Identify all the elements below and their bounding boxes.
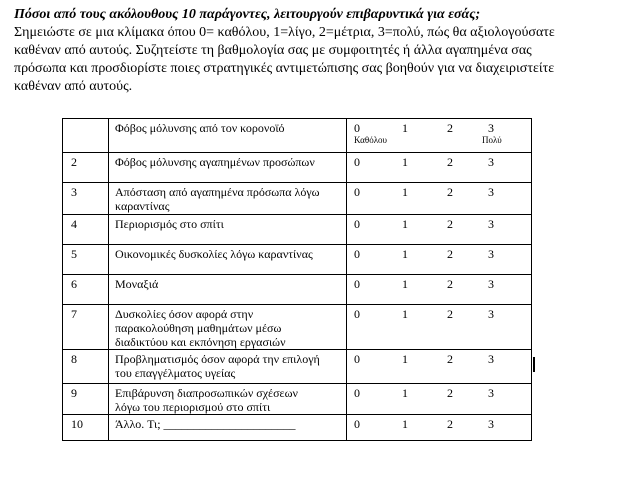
factor-number-cell — [63, 183, 109, 215]
rating-scale[interactable] — [347, 386, 531, 400]
factor-label-cell — [109, 305, 347, 350]
rating-option-0[interactable]: 0 — [354, 247, 360, 261]
rating-scale-cell[interactable] — [347, 305, 532, 350]
factor-label-line: λόγω του περιορισμού στο σπίτι — [115, 400, 271, 414]
factor-number: 10 — [71, 417, 83, 431]
factor-number: 2 — [71, 155, 77, 169]
factor-label-cell — [109, 183, 347, 215]
factor-number-cell — [63, 415, 109, 441]
factor-row — [63, 153, 532, 183]
factor-number-cell — [63, 119, 109, 153]
factor-label-line: Μοναξιά — [115, 277, 159, 291]
factor-row — [63, 183, 532, 215]
rating-option-0[interactable]: 0 — [354, 352, 360, 366]
rating-table — [62, 118, 532, 441]
rating-option-2[interactable]: 2 — [447, 417, 453, 431]
factor-label-cell — [109, 215, 347, 245]
factor-label-line: Άλλο. Τι; ______________________ — [115, 417, 296, 431]
rating-option-3[interactable]: 3 — [488, 155, 494, 169]
rating-scale[interactable] — [347, 417, 531, 431]
factor-label-cell — [109, 119, 347, 153]
factor-number-cell — [63, 384, 109, 415]
rating-scale-cell[interactable] — [347, 384, 532, 415]
rating-scale-cell[interactable] — [347, 183, 532, 215]
rating-option-3[interactable]: 3 — [488, 386, 494, 400]
rating-option-1[interactable]: 1 — [402, 307, 408, 321]
factor-number: 3 — [71, 185, 77, 199]
factor-label-line: του επαγγέλματος υγείας — [115, 366, 236, 380]
factor-number-cell — [63, 245, 109, 275]
factor-label-line: Περιορισμός στο σπίτι — [115, 217, 224, 231]
rating-scale-cell[interactable] — [347, 350, 532, 384]
factor-label-cell — [109, 275, 347, 305]
factor-number-cell — [63, 305, 109, 350]
question-heading — [14, 6, 614, 24]
factor-number-cell — [63, 215, 109, 245]
factor-label-line: Προβληματισμός όσον αφορά την επιλογή — [115, 352, 320, 366]
factor-label-line: Επιβάρυνση διαπροσωπικών σχέσεων — [115, 386, 298, 400]
factor-number: 8 — [71, 352, 77, 366]
rating-option-2[interactable]: 2 — [447, 307, 453, 321]
factor-label-line: Δυσκολίες όσον αφορά στην — [115, 307, 254, 321]
factor-label-line: καραντίνας — [115, 199, 170, 213]
rating-option-1[interactable]: 1 — [402, 185, 408, 199]
rating-option-2[interactable]: 2 — [447, 217, 453, 231]
rating-option-2[interactable]: 2 — [447, 386, 453, 400]
rating-scale[interactable] — [347, 121, 531, 135]
rating-option-0[interactable]: 0 — [354, 386, 360, 400]
rating-scale-cell[interactable] — [347, 245, 532, 275]
factor-number: 9 — [71, 386, 77, 400]
rating-scale[interactable] — [347, 155, 531, 169]
rating-option-3[interactable]: 3 — [488, 307, 494, 321]
rating-scale-cell[interactable] — [347, 275, 532, 305]
factor-row — [63, 245, 532, 275]
rating-scale-cell[interactable] — [347, 215, 532, 245]
factor-number: 7 — [71, 307, 77, 321]
factor-label-cell — [109, 415, 347, 441]
factor-label-line: παρακολούθηση μαθημάτων μέσω — [115, 321, 282, 335]
rating-option-1[interactable]: 1 — [402, 247, 408, 261]
factor-row — [63, 350, 532, 384]
instruction-line: καθέναν από αυτούς. — [14, 79, 133, 94]
instruction-line: καθέναν από αυτούς. Συζητείστε τη βαθμολογία σας με συμφοιτητές ή άλλα αγαπημένα σας — [14, 43, 532, 58]
rating-scale[interactable] — [347, 352, 531, 366]
rating-option-3[interactable]: 3 — [488, 217, 494, 231]
factor-label-line: Φόβος μόλυνσης αγαπημένων προσώπων — [115, 155, 315, 169]
factor-number: 4 — [71, 217, 77, 231]
scale-low-anchor: Καθόλου — [354, 135, 388, 145]
rating-option-2[interactable]: 2 — [447, 185, 453, 199]
rating-option-3[interactable]: 3 — [488, 417, 494, 431]
rating-option-0[interactable]: 0 — [354, 217, 360, 231]
rating-scale[interactable] — [347, 247, 531, 261]
factor-row — [63, 415, 532, 441]
rating-option-3[interactable]: 3 — [488, 277, 494, 291]
rating-scale[interactable] — [347, 307, 531, 321]
factor-label-line: Απόσταση από αγαπημένα πρόσωπα λόγω — [115, 185, 320, 199]
question-heading-text: Πόσοι από τους ακόλουθους 10 παράγοντες, λειτουργούν επιβαρυντικά για εσάς; — [14, 7, 481, 22]
rating-option-0[interactable]: 0 — [354, 155, 360, 169]
instruction-line: πρόσωπα και προσδιορίστε ποιες στρατηγικές αντιμετώπισης σας βοηθούν για να διαχειριστείτε — [14, 61, 555, 76]
scale-anchors — [347, 135, 531, 146]
factor-number: 6 — [71, 277, 77, 291]
rating-option-0[interactable]: 0 — [354, 121, 360, 135]
rating-scale[interactable] — [347, 217, 531, 231]
rating-option-0[interactable]: 0 — [354, 307, 360, 321]
rating-option-0[interactable]: 0 — [354, 185, 360, 199]
factor-number — [71, 119, 108, 121]
factor-label-cell — [109, 245, 347, 275]
rating-scale-cell[interactable] — [347, 415, 532, 441]
rating-option-1[interactable]: 1 — [402, 386, 408, 400]
scale-high-anchor: Πολύ — [482, 135, 502, 145]
factor-number: 5 — [71, 247, 77, 261]
rating-scale[interactable] — [347, 277, 531, 291]
factor-number-cell — [63, 275, 109, 305]
rating-option-2[interactable]: 2 — [447, 277, 453, 291]
factor-label-cell — [109, 384, 347, 415]
factor-row — [63, 305, 532, 350]
rating-option-3[interactable]: 3 — [488, 185, 494, 199]
rating-scale[interactable] — [347, 185, 531, 199]
rating-option-2[interactable]: 2 — [447, 247, 453, 261]
rating-option-1[interactable]: 1 — [402, 417, 408, 431]
rating-option-1[interactable]: 1 — [402, 277, 408, 291]
rating-option-1[interactable]: 1 — [402, 352, 408, 366]
factor-number-cell — [63, 153, 109, 183]
rating-option-1[interactable]: 1 — [402, 217, 408, 231]
rating-option-0[interactable]: 0 — [354, 277, 360, 291]
factor-label-line: διαδικτύου και εκπόνηση εργασιών — [115, 335, 286, 349]
rating-scale-cell[interactable] — [347, 119, 532, 153]
factor-row — [63, 119, 532, 153]
rating-option-3[interactable]: 3 — [488, 121, 494, 135]
rating-option-3[interactable]: 3 — [488, 352, 494, 366]
rating-scale-cell[interactable] — [347, 153, 532, 183]
instruction-line: Σημειώστε σε μια κλίμακα όπου 0= καθόλου, 1=λίγο, 2=μέτρια, 3=πολύ, πώς θα αξιολογούσατε — [14, 25, 555, 40]
factor-row — [63, 384, 532, 415]
rating-option-2[interactable]: 2 — [447, 155, 453, 169]
rating-option-1[interactable]: 1 — [402, 121, 408, 135]
rating-option-0[interactable]: 0 — [354, 417, 360, 431]
factor-row — [63, 215, 532, 245]
factor-label-cell — [109, 350, 347, 384]
instructions-block — [14, 6, 614, 96]
factor-row — [63, 275, 532, 305]
factor-number-cell — [63, 350, 109, 384]
factor-label-line: Φόβος μόλυνσης από τον κορονοϊό — [115, 121, 285, 135]
rating-option-2[interactable]: 2 — [447, 352, 453, 366]
factor-label-line: Οικονομικές δυσκολίες λόγω καραντίνας — [115, 247, 313, 261]
text-cursor — [533, 357, 535, 372]
rating-option-3[interactable]: 3 — [488, 247, 494, 261]
factor-label-cell — [109, 153, 347, 183]
rating-option-1[interactable]: 1 — [402, 155, 408, 169]
rating-option-2[interactable]: 2 — [447, 121, 453, 135]
